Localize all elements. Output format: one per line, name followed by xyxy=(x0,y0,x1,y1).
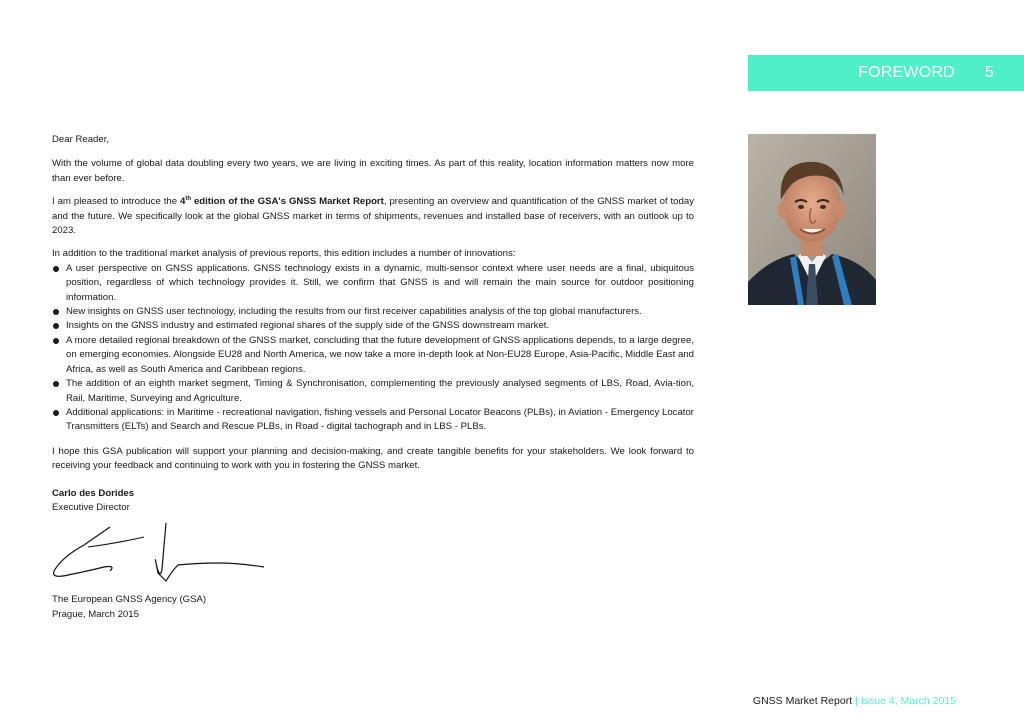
innovations-list xyxy=(52,262,694,435)
greeting: Dear Reader, xyxy=(52,134,110,145)
footer-report-name: GNSS Market Report xyxy=(752,695,853,707)
footer-issue: Issue 4, March 2015 xyxy=(860,695,956,707)
list-item: Additional applications: in Maritime - recreational navigation, fishing vessels and Personal Locator Beacons (PLBs), in Aviation - Emergency Locator Transmitters (ELTs) and Search and Rescue PLBs, in Road - digital tachograph and in LBS - PLBs. xyxy=(52,406,694,435)
list-item: The addition of an eighth market segment, Timing & Synchronisation, complementing the previously analysed segments of LBS, Road, Avia-tion, Rail, Maritime, Surveying and Agriculture. xyxy=(52,377,694,406)
edition-superscript: th xyxy=(185,196,192,203)
foreword-body xyxy=(52,133,694,622)
section-title: FOREWORD xyxy=(858,64,955,81)
footer-separator: | xyxy=(855,695,858,707)
signer-title: Executive Director xyxy=(52,501,130,513)
list-item: Insights on the GNSS industry and estimated regional shares of the supply side of the GNSS downstream market. xyxy=(52,319,694,333)
list-item: A user perspective on GNSS applications. GNSS technology exists in a dynamic, multi-sensor context where user needs are a final, ubiquitous position, regardless of which technology provides it. Still, we confirm that GNSS is and will remain the main source for outdoor positioning information. xyxy=(52,262,694,305)
paragraph-report-post: , presenting an overview and quantification of the GNSS market of today and the future. We specifically look at the global GNSS market in terms of shipments, revenues and installed base of receivers, with an outlook up to 2023. xyxy=(52,196,694,237)
report-title: edition of the GSA's GNSS Market Report xyxy=(191,196,384,208)
paragraph-report xyxy=(52,195,694,238)
paragraph-closing: I hope this GSA publication will support your planning and decision-making, and create tangible benefits for your stakeholders. We look forward to receiving your feedback and continuing to work with you in fostering the GNSS market. xyxy=(52,445,694,472)
paragraph-intro: With the volume of global data doubling every two years, we are living in exciting times. As part of this reality, location information matters now more than ever before. xyxy=(52,158,694,184)
paragraph-report-pre: I am pleased to introduce the xyxy=(52,196,180,208)
signer-name: Carlo des Dorides xyxy=(52,487,135,499)
list-item: A more detailed regional breakdown of the GNSS market, concluding that the future development of GNSS applications depends, to a large degree, on emerging economies. Alongside EU28 and North America, we now take a more in-depth look at Non-EU28 Europe, Asia-Pacific, Middle East and Africa, as well as South America and Caribbean regions. xyxy=(52,334,694,377)
place-date: Prague, March 2015 xyxy=(52,608,139,620)
section-header-banner xyxy=(748,55,1024,91)
page-footer xyxy=(748,695,956,707)
edition-number: 4 xyxy=(180,196,186,208)
organization-name: The European GNSS Agency (GSA) xyxy=(52,594,207,606)
paragraph-innovations-intro: In addition to the traditional market analysis of previous reports, this edition includes a number of innovations: xyxy=(52,248,516,260)
signature-image xyxy=(48,523,268,585)
director-portrait xyxy=(748,134,876,305)
list-item: New insights on GNSS user technology, including the results from our first receiver capabilities analysis of the top global manufacturers. xyxy=(52,305,694,319)
page-number: 5 xyxy=(984,64,994,81)
